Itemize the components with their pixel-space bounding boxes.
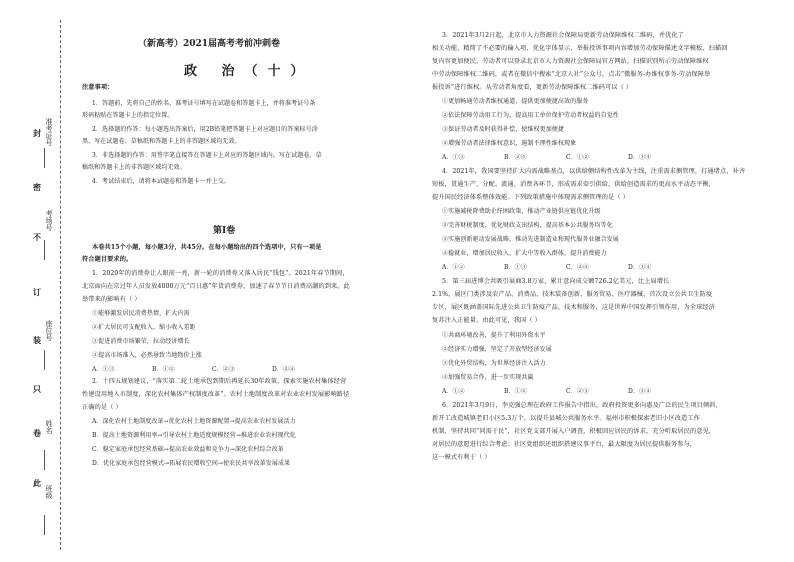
binding-char: 不 <box>33 232 41 242</box>
binding-char: 密 <box>33 182 41 192</box>
note-line: 3．非选择题的作答：用签字笔直接答在答题卡上对应的答题区域内。写在试题卷、草 <box>92 152 322 159</box>
question-stem: 复内容更加便民。劳动者可以登录北京市人力资源社会保障局官方网站，扫描识别所示劳动保障维权 <box>432 58 709 65</box>
question-item: ②扩大居民可支配收入，缩小收入差距 <box>92 324 196 331</box>
answer-option: D．②④ <box>272 366 296 373</box>
question-stem: 提升国民经济体系整体效能。下列政策措施中体现需求侧管理的是（ ） <box>432 194 629 201</box>
answer-option: B．①④ <box>152 366 175 373</box>
question-item: ④增强劳动者法律维权意识，遏制不理性维权现象 <box>442 140 577 147</box>
answer-option: B．提高土地资源利用率→引导农村土地适度规模经营→推进农业农村现代化 <box>92 432 296 439</box>
question-stem: 6．2021年3月9日，李克强总理在政府工作报告中指出，政府投资更多向惠及广泛的民生项目倾斜， <box>442 402 722 409</box>
answer-option: A．①② <box>442 388 465 395</box>
note-line: 2．选择题的作答：每小题选出答案后，用2B铅笔把答题卡上对应题目的答案标号涂 <box>92 126 318 133</box>
question-item: ①共商环境改善，提升了利用外资水平 <box>442 332 546 339</box>
question-stem: 专区，展区既涵盖国际先进公共卫生防疫产品、技术和服务，这是世界中国发挥引领作用，为全球经济 <box>432 304 715 311</box>
binding-char: 只 <box>33 384 41 394</box>
note-line: 1．答题前，先将自己的姓名、准考证号填写在试题卷和答题卡上，并将准考证号条 <box>92 100 316 107</box>
question-item: ①实施减税降费助企纾困政策，推动产业链供应链优化升级 <box>442 208 601 215</box>
binding-field-label: 姓名 <box>45 420 53 434</box>
question-stem: 复苏注入正能量。由此可见，我国（ ） <box>432 317 541 324</box>
subject-title: 政 治（十） <box>184 64 314 79</box>
question-stem: 这一模式有利于（ ） <box>432 454 491 461</box>
question-stem: 北京面向在京过年人员发放4000万元“百日惠”年货消费券，加速了春节节日消费高潮的到来。此 <box>82 283 350 290</box>
question-item: ③优化外贸结构，为世界经济注入活力 <box>442 360 546 367</box>
question-item: ②经济实力增强，坚定了开放型经济发展 <box>442 346 552 353</box>
question-stem: 举带来的影响有（ ） <box>82 296 141 303</box>
question-item: ①更加畅通劳动者维权通道，提供更加便捷高效的服务 <box>442 98 589 105</box>
instruction-line: 符合题目要求的。 <box>82 256 133 263</box>
question-item: ④加强贸易合作，进一步实现共赢 <box>442 374 534 381</box>
note-line: 稿纸和答题卡上的非答题区域均无效。 <box>82 164 186 171</box>
answer-option: B．①③ <box>504 264 527 271</box>
binding-char: 此 <box>33 478 41 488</box>
question-stem: 对居民的意愿进行综合考虑；社区党组织还组织搭建议事平台，最大限度为居民提供服务参与， <box>432 441 697 448</box>
answer-option: A．①② <box>442 264 465 271</box>
answer-option: D．③④ <box>628 388 652 395</box>
question-item: ③实施创新驱动发展战略，推动先进制造业和现代服务业融合发展 <box>442 236 619 243</box>
question-item: ③保证劳动者及时获得补偿，使维权更加便捷 <box>442 126 565 133</box>
answer-option: C．①② <box>566 154 589 161</box>
binding-char: 订 <box>33 287 41 297</box>
answer-option: C．稳定家庭承包经营基础→提高农业效益和竞争力→深化农村综合改革 <box>92 446 284 453</box>
exam-title: （新高考）2021届高考考前冲刺卷 <box>138 39 281 49</box>
question-stem: 2.1%，展区门类涉及农产品、消费品、技术装备创新、服务贸易、医疗器械、首次设立公共卫生防疫 <box>432 291 713 298</box>
question-stem: 5．第三届进博会共吸引展商3.8万家，累计意向成交额726.2亿美元，比上届增长 <box>442 278 670 285</box>
binding-char: 装 <box>33 335 41 345</box>
notes-heading: 注意事项： <box>82 84 114 91</box>
binding-field-underline <box>44 240 45 260</box>
question-stem: 机制，坚持共同“问需于民”，社区党支部开展入户调查，积极回应居民的诉求，充分听取居民的意见， <box>432 428 716 435</box>
note-line: 黑，写在试题卷、草稿纸和答题卡上的非答题区域均无效。 <box>82 138 241 145</box>
question-stem: 新开工改造城镇老旧小区5.3万个，以提升县城公共服务水平。福州市积极探索老旧小区改造工作 <box>432 415 700 422</box>
binding-field-underline <box>44 515 45 535</box>
answer-option: B．②④ <box>504 154 527 161</box>
question-item: ②完善财税制度，优化财政支出结构，提高基本公共服务均等化 <box>442 222 613 229</box>
question-stem: 短板，贯通生产、分配、流通、消费各环节，形成需求牵引供给、供给创造需求的更高水平动态平衡， <box>432 181 715 188</box>
question-stem: 性建设用地入市制度，深化农村集体产权制度改革”。农村土地制度改革对农业农村发展影响路径 <box>82 391 350 398</box>
question-stem: 正确的是（ ） <box>82 404 122 411</box>
question-stem: 报投诉”进行维权。从劳动者角度看，更新劳动保障维权二维码可以（ ） <box>432 84 633 91</box>
binding-dashed-line <box>60 20 61 550</box>
binding-field-underline <box>44 148 45 168</box>
question-item: ②依法保障劳动用工行为，提高用工单位保护劳动者权益的自觉性 <box>442 112 619 119</box>
question-stem: 1．2020年的消费券让人眼前一亮，新一轮的消费券又落入居民“钱包”。2021年春节期间， <box>92 270 349 277</box>
note-line: 形码粘贴在答题卡上的指定位置。 <box>82 112 174 119</box>
answer-option: B．①④ <box>504 388 527 395</box>
answer-option: A．深化农村土地制度改革→优化农村土地资源配置→提高农业农村发展活力 <box>92 418 296 425</box>
answer-option: C．②③ <box>566 388 589 395</box>
binding-field-label: 班级 <box>45 485 53 499</box>
binding-field-underline <box>44 350 45 370</box>
question-item: ③促进消费市场繁荣，拉动经济增长 <box>92 338 190 345</box>
answer-option: D．③④ <box>628 264 652 271</box>
answer-option: A．①③ <box>92 366 115 373</box>
answer-option: D．优化家庭承包经营模式→拓展农民增收空间→使农民共享改革发展成果 <box>92 460 291 467</box>
answer-option: D．③④ <box>628 154 652 161</box>
question-stem: 3．2021年3月2日起，北京市人力资源社会保障局更新劳动保障维权二维码，并优化了 <box>442 32 685 39</box>
question-stem: 相关功能，精简了不必要的输入项，优化字体显示，举报投诉事项内容增加劳动保障描述文字模板，扫描回 <box>432 45 728 52</box>
question-item: ④提高市场准入，必然导致当地物价上涨 <box>92 352 202 359</box>
part-title: 第Ⅰ卷 <box>213 226 236 236</box>
question-item: ④稳就业，增加居民收入，扩大中等收入群体，提升消费能力 <box>442 250 607 257</box>
binding-field-label: 考场号 <box>45 210 53 231</box>
answer-option: C．②③ <box>212 366 235 373</box>
note-line: 4．考试结束后，请将本试题卷和答题卡一并上交。 <box>92 178 231 185</box>
binding-field-underline <box>44 450 45 470</box>
question-stem: 4．2021年，我国要坚持扩大内需战略基点，以供给侧结构性改革为主线，注重需求侧管理，打通堵点，补齐 <box>442 168 746 175</box>
question-item: ①能够激发居民消费热情，扩大内需 <box>92 310 190 317</box>
binding-field-label: 准考证号 <box>45 118 53 146</box>
answer-option: C．②④ <box>566 264 589 271</box>
binding-field-label: 座位号 <box>45 320 53 341</box>
binding-char: 封 <box>33 128 41 138</box>
question-stem: 中劳动保障维权二维码，或者在微信中搜索“北京人社”公众号，点击“微服务-办维权事务-劳动保障举 <box>432 71 711 78</box>
instruction-line: 本卷共15个小题，每小题3分，共45分。在每小题给出的四个选项中，只有一项是 <box>92 244 322 251</box>
question-stem: 2．十四五规划建议，“落实第二轮土地承包到期后再延长30年政策，探索实施农村集体经营 <box>92 378 347 385</box>
binding-char: 卷 <box>33 428 41 438</box>
answer-option: A．①③ <box>442 154 465 161</box>
